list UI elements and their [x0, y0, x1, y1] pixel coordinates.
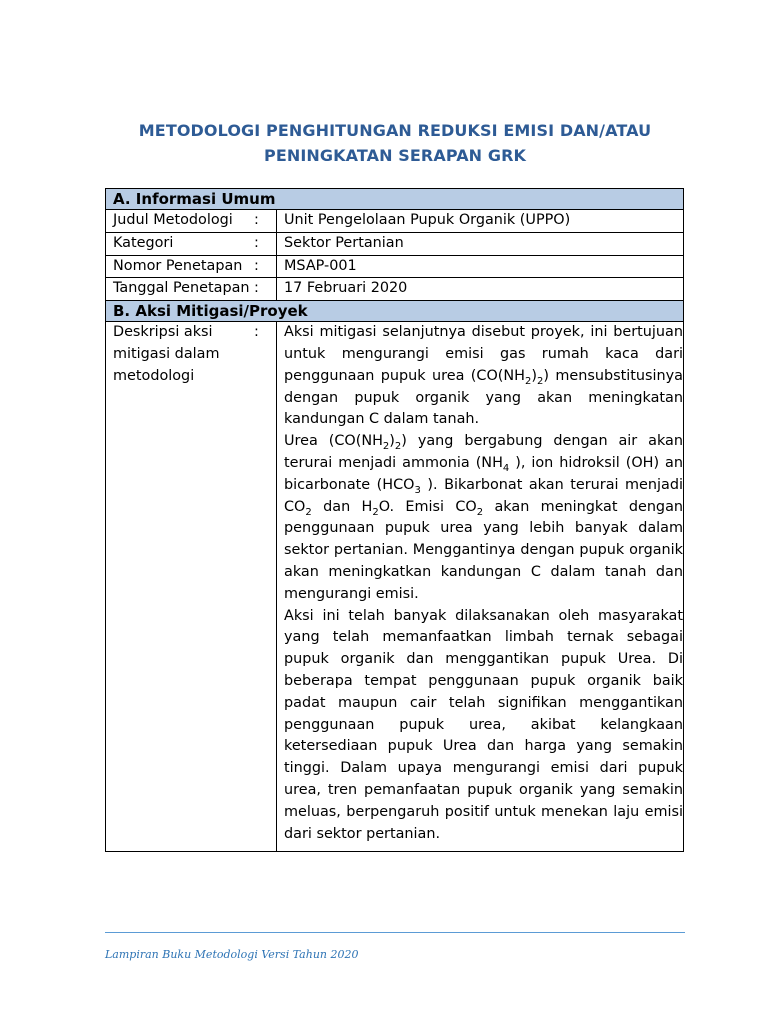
table-row — [106, 278, 684, 301]
value-deskripsi — [277, 322, 684, 852]
colon: : — [254, 257, 259, 274]
label-nomor: Nomor Penetapan — [113, 257, 243, 274]
section-b-heading: B. Aksi Mitigasi/Proyek — [106, 301, 684, 322]
title-line-1: METODOLOGI PENGHITUNGAN REDUKSI EMISI DAN/ATAU — [138, 121, 652, 140]
colon: : — [254, 212, 259, 228]
colon: : — [254, 280, 259, 297]
title-line-2: PENINGKATAN SERAPAN GRK — [264, 146, 526, 165]
description-paragraph-1: Aksi mitigasi selanjutnya disebut proyek, ini bertujuan untuk mengurangi emisi gas rumah kaca dari penggunaan pupuk urea $(CO(NH_2)_2)$ mensubstitusinya dengan pupuk organik yang akan meningkatan kandungan C dalam tanah. — [284, 324, 683, 428]
section-a-heading: A. Informasi Umum — [106, 189, 684, 210]
value-kategori: Sektor Pertanian — [277, 232, 684, 255]
table-row — [106, 322, 684, 852]
value-judul: Unit Pengelolaan Pupuk Organik (UPPO) — [277, 210, 684, 233]
colon: : — [254, 234, 259, 251]
description-paragraph-2: Urea $(CO(NH_2)_2)$ yang bergabung dengan air akan terurai menjadi ammonia ($NH_4$ ), ion hidroksil (OH) an bicarbonate ($HCO_3$ ). Bikarbonat akan terurai menjadi $CO_2$ dan $H_2O$. Emisi $CO_2$ akan meningkat dengan penggunaan pupuk urea yang lebih banyak dalam sektor pertanian. Menggantinya dengan pupuk organik akan meningkatkan kandungan C dalam tanah dan mengurangi emisi. — [284, 433, 684, 602]
description-paragraph-3: Aksi ini telah banyak dilaksanakan oleh masyarakat yang telah memanfaatkan limbah ternak sebagai pupuk organik dan menggantikan pupuk Urea. Di beberapa tempat penggunaan pupuk organik baik padat maupun cair telah signifikan menggantikan penggunaan pupuk urea, akibat kelangkaan ketersediaan pupuk Urea dan harga yang semakin tinggi. Dalam upaya mengurangi emisi dari pupuk urea, tren pemanfaatan pupuk organik yang semakin meluas, berpengaruh positif untuk menekan laju emisi dari sektor pertanian. — [284, 607, 683, 842]
methodology-table — [105, 188, 684, 852]
table-row — [106, 232, 684, 255]
label-judul: Judul Metodologi — [113, 212, 233, 228]
value-nomor: MSAP-001 — [277, 255, 684, 278]
footer-text: Lampiran Buku Metodologi Versi Tahun 2020 — [105, 948, 359, 961]
table-row — [106, 255, 684, 278]
table-row — [106, 210, 684, 233]
label-kategori: Kategori — [113, 234, 174, 251]
colon: : — [254, 324, 259, 341]
value-tanggal: 17 Februari 2020 — [277, 278, 684, 301]
label-tanggal: Tanggal Penetapan — [113, 280, 250, 297]
label-deskripsi: Deskripsi aksi mitigasi dalam metodologi — [113, 324, 220, 384]
footer-divider — [105, 932, 685, 933]
page-title — [0, 118, 768, 168]
